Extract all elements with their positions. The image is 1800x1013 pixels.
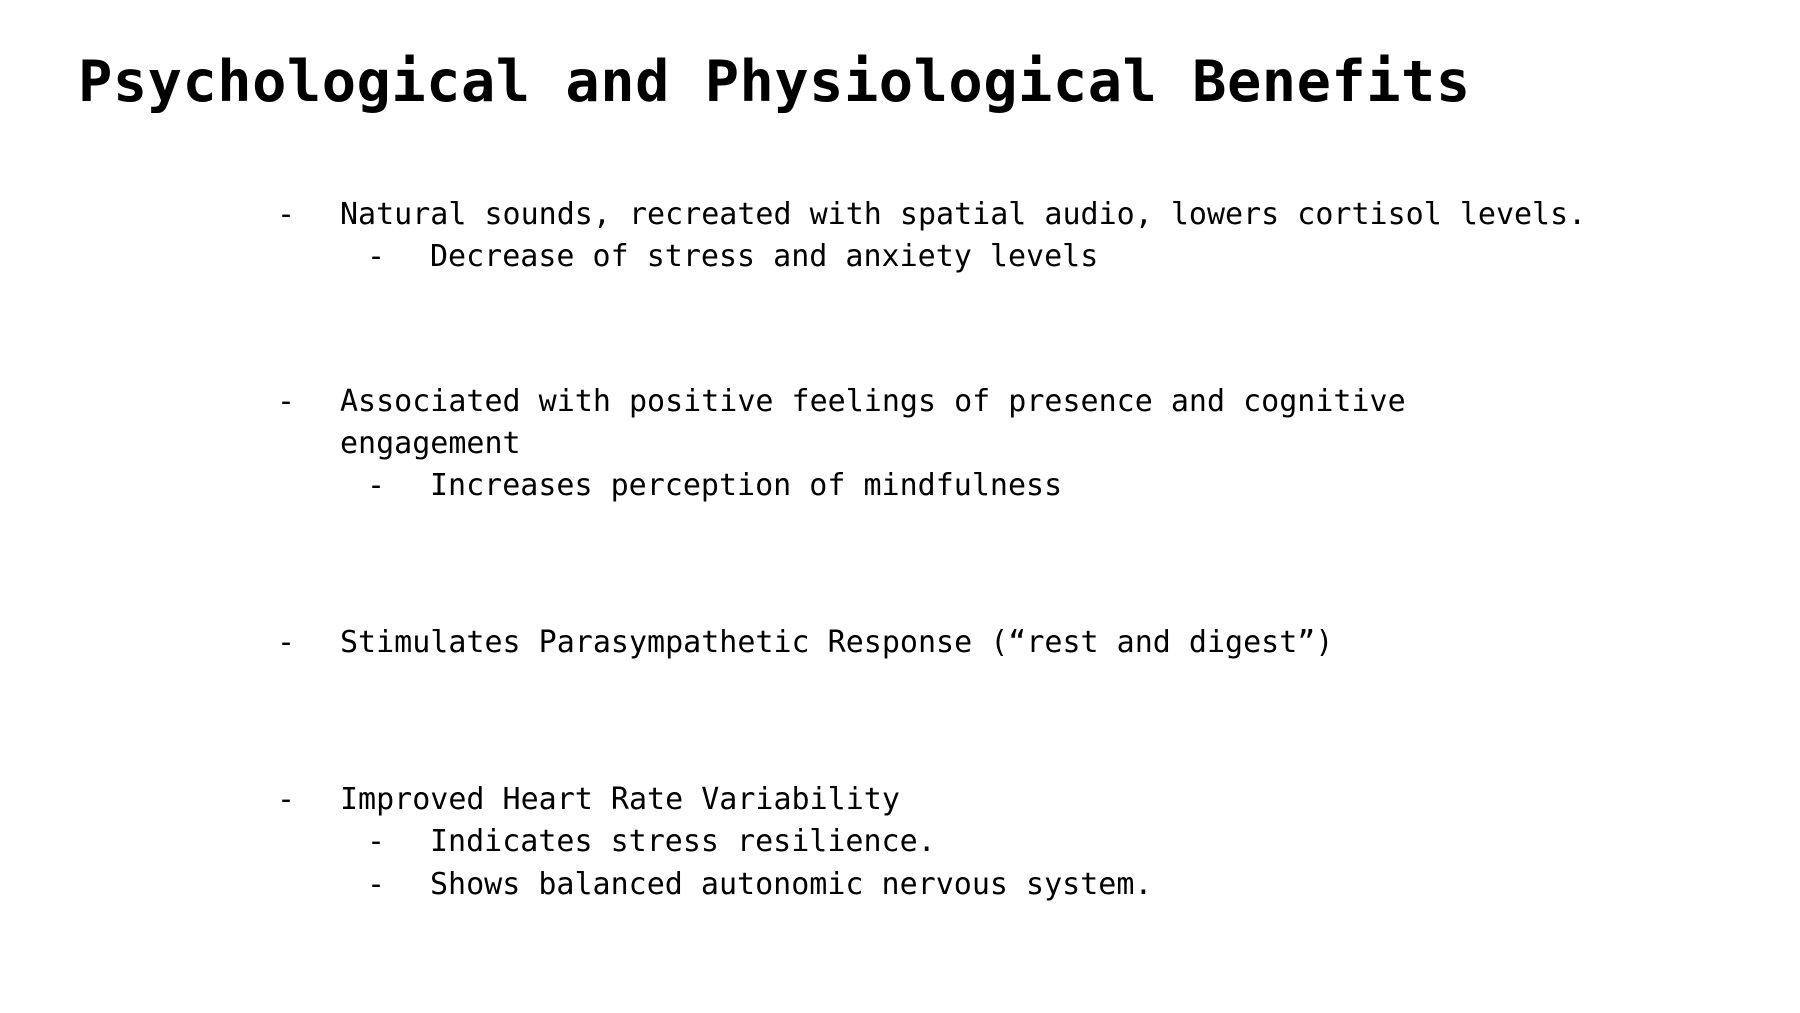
bullet-text: Natural sounds, recreated with spatial audio, lowers cortisol levels. (340, 197, 1587, 232)
bullet-text: Stimulates Parasympathetic Response (“rest and digest”) (340, 625, 1334, 660)
sub-bullet-marker: - (367, 867, 386, 902)
bullet-text-continued: engagement (340, 426, 521, 461)
sub-bullet-text: Shows balanced autonomic nervous system. (430, 867, 1153, 902)
sub-bullet-text: Decrease of stress and anxiety levels (430, 239, 1099, 274)
bullet-text: Associated with positive feelings of presence and cognitive (340, 384, 1406, 419)
slide-title: Psychological and Physiological Benefits (78, 49, 1471, 115)
sub-bullet-marker: - (367, 239, 386, 274)
bullet-marker: - (277, 384, 296, 419)
bullet-marker: - (277, 197, 296, 232)
sub-bullet-marker: - (367, 824, 386, 859)
sub-bullet-text: Increases perception of mindfulness (430, 468, 1063, 503)
sub-bullet-marker: - (367, 468, 386, 503)
bullet-text: Improved Heart Rate Variability (340, 782, 900, 817)
sub-bullet-text: Indicates stress resilience. (430, 824, 936, 859)
bullet-marker: - (277, 782, 296, 817)
bullet-marker: - (277, 625, 296, 660)
